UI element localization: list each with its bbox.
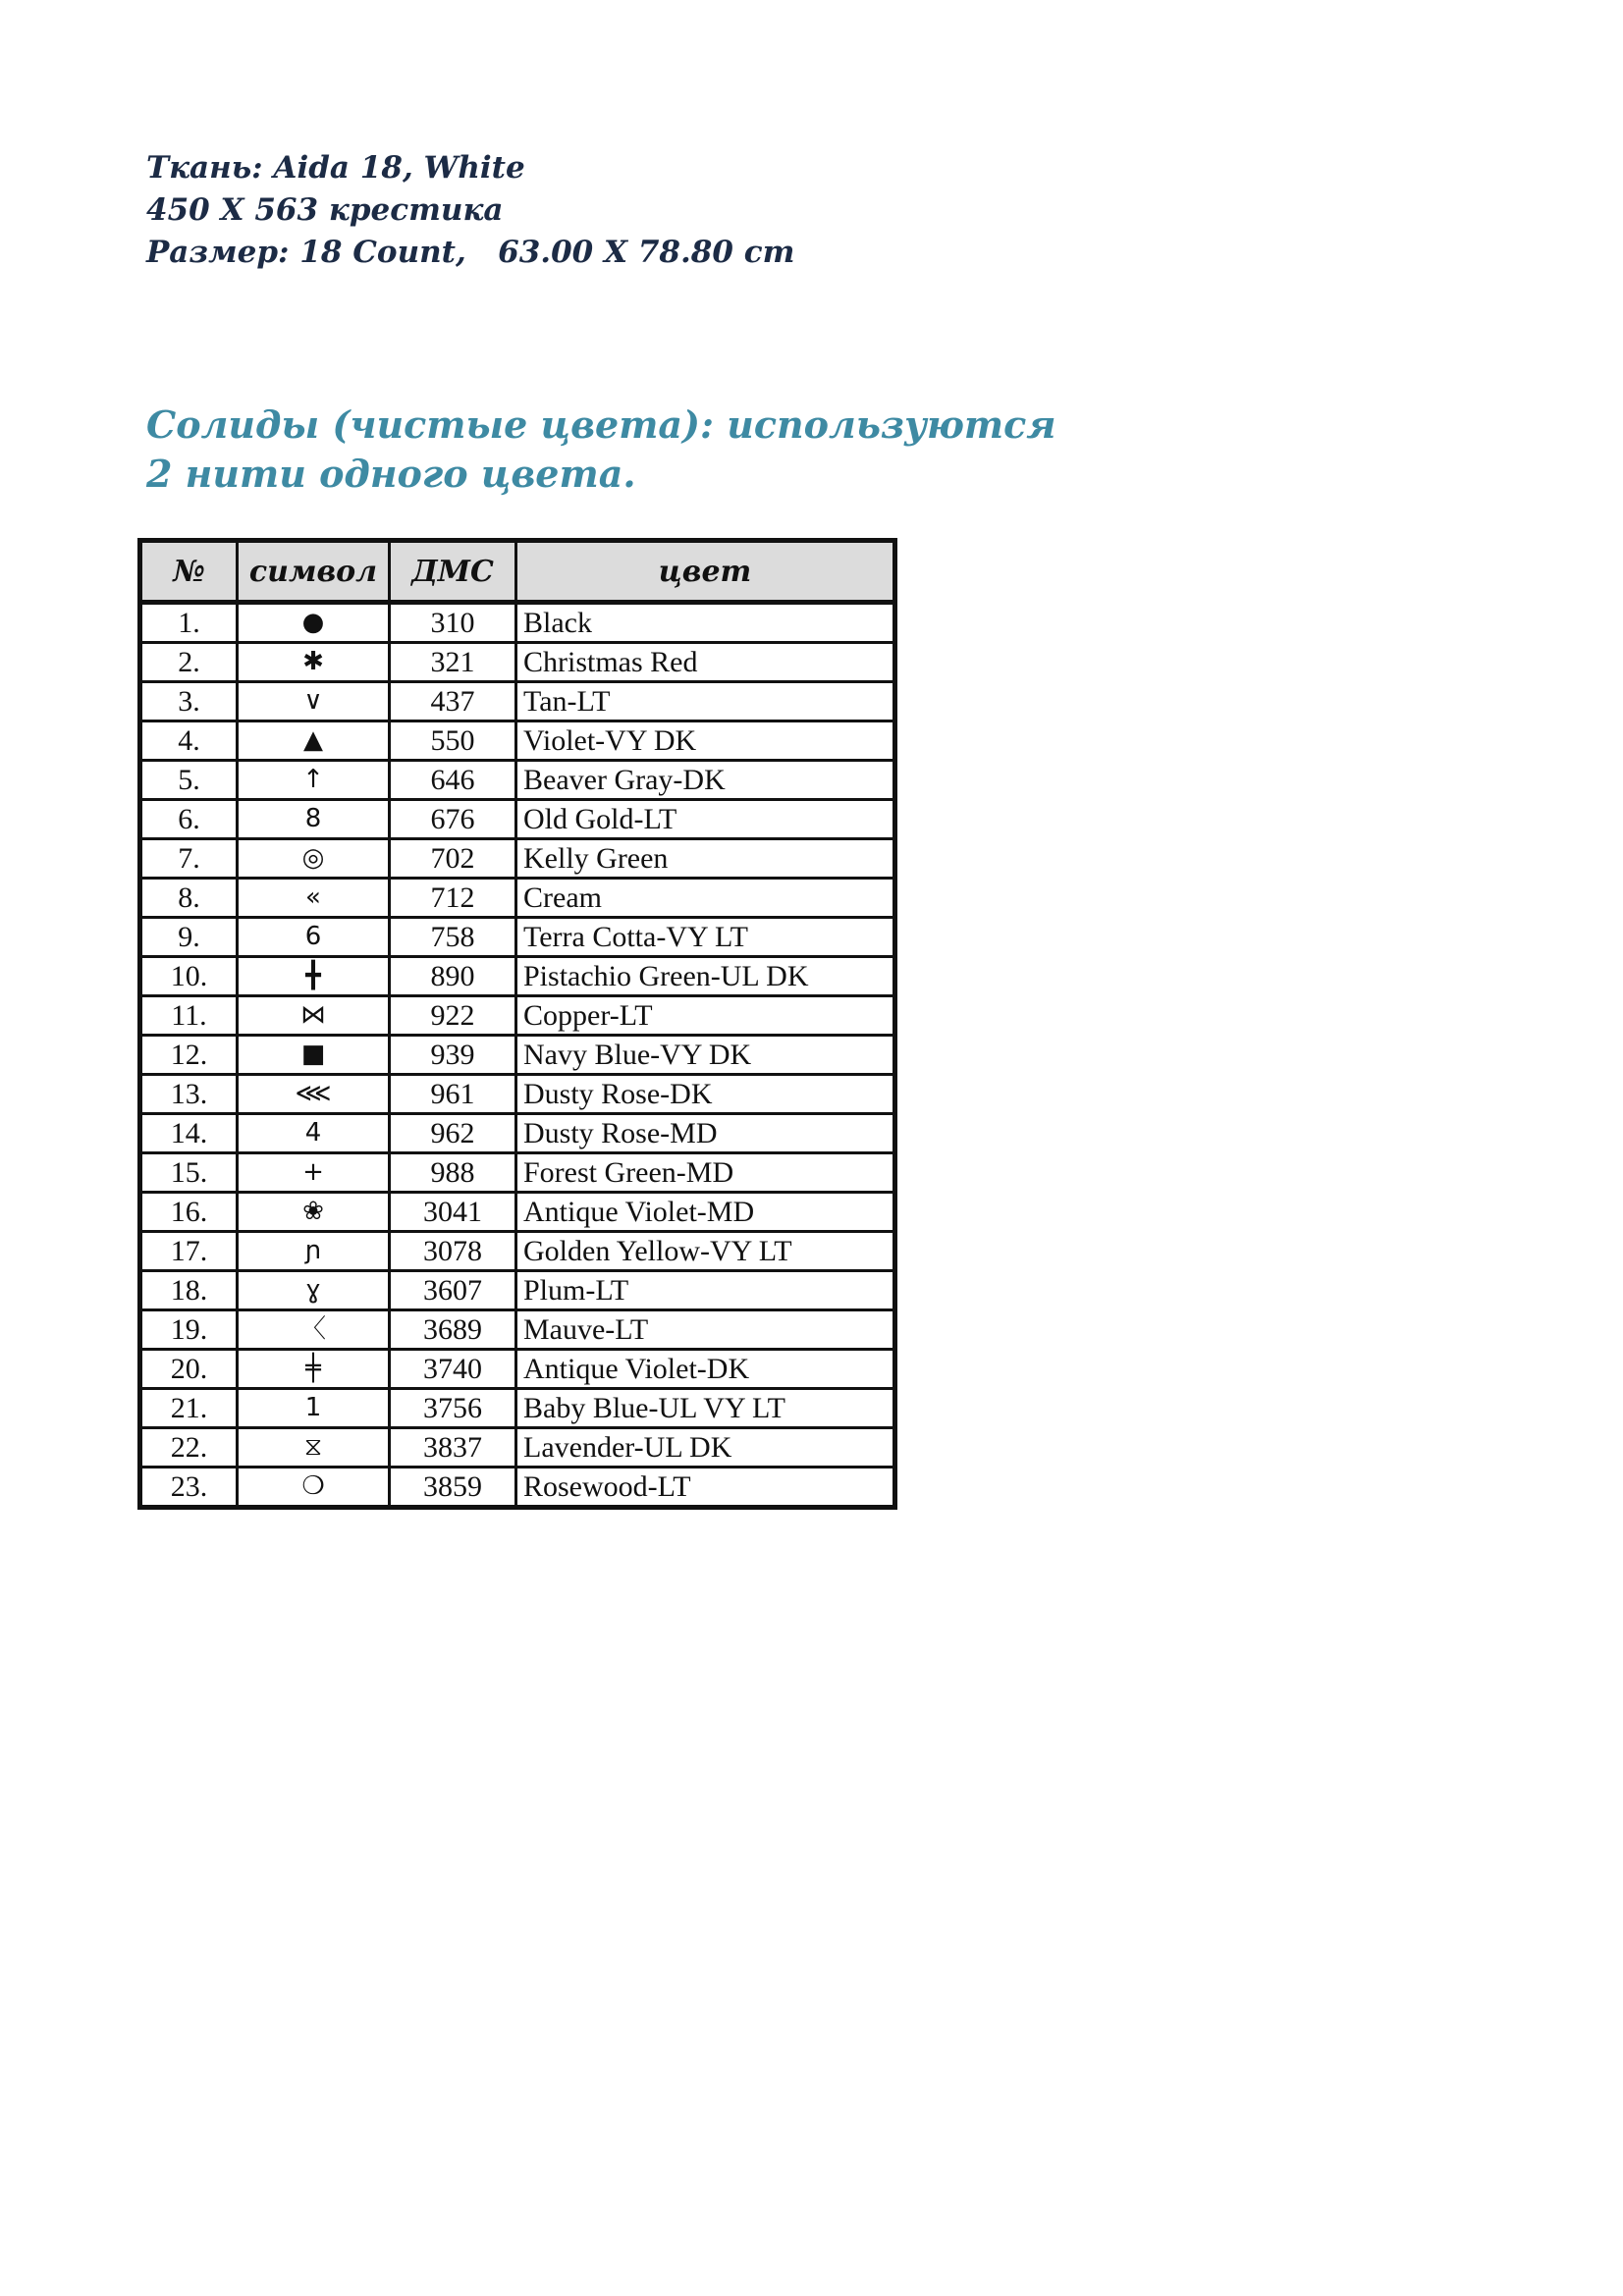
table-row [140, 1114, 895, 1153]
symbol-icon: ▲ [238, 721, 390, 761]
color-name: Baby Blue-UL VY LT [516, 1389, 895, 1428]
stitch-count-line: 450 X 563 крестика [146, 192, 504, 228]
symbol-icon: ↑ [238, 761, 390, 800]
row-number: 14. [140, 1114, 238, 1153]
header-dmc: ДМС [390, 541, 516, 603]
row-number: 16. [140, 1193, 238, 1232]
table-row [140, 682, 895, 721]
table-body [140, 603, 895, 1508]
solids-heading-line-2: 2 нити одного цвета. [146, 452, 636, 496]
color-name: Terra Cotta-VY LT [516, 918, 895, 957]
symbol-icon: ╪ [238, 1350, 390, 1389]
color-key-table [137, 538, 897, 1510]
symbol-icon: ● [238, 603, 390, 643]
color-name: Golden Yellow-VY LT [516, 1232, 895, 1271]
table-row [140, 1350, 895, 1389]
color-name: Kelly Green [516, 839, 895, 879]
symbol-icon: ╋ [238, 957, 390, 996]
color-name: Plum-LT [516, 1271, 895, 1310]
row-number: 22. [140, 1428, 238, 1468]
header-color: цвет [516, 541, 895, 603]
table-row [140, 1232, 895, 1271]
table-row [140, 643, 895, 682]
symbol-icon: ❀ [238, 1193, 390, 1232]
table-row [140, 839, 895, 879]
row-number: 4. [140, 721, 238, 761]
symbol-icon: + [238, 1153, 390, 1193]
table-row [140, 996, 895, 1036]
table-row [140, 1153, 895, 1193]
row-number: 17. [140, 1232, 238, 1271]
dmc-code: 939 [390, 1036, 516, 1075]
dmc-code: 890 [390, 957, 516, 996]
color-name: Antique Violet-MD [516, 1193, 895, 1232]
solids-heading [146, 400, 1056, 499]
table-row [140, 1428, 895, 1468]
symbol-icon: 4 [238, 1114, 390, 1153]
table-row [140, 957, 895, 996]
table-row [140, 800, 895, 839]
fabric-info [146, 147, 794, 274]
symbol-icon: ✱ [238, 643, 390, 682]
dmc-code: 922 [390, 996, 516, 1036]
dmc-code: 3041 [390, 1193, 516, 1232]
color-name: Navy Blue-VY DK [516, 1036, 895, 1075]
header-symbol: символ [238, 541, 390, 603]
table-row [140, 1075, 895, 1114]
symbol-icon: 1 [238, 1389, 390, 1428]
dmc-code: 758 [390, 918, 516, 957]
table-row [140, 1193, 895, 1232]
dmc-code: 702 [390, 839, 516, 879]
row-number: 10. [140, 957, 238, 996]
row-number: 13. [140, 1075, 238, 1114]
dmc-code: 3756 [390, 1389, 516, 1428]
symbol-icon: ∨ [238, 682, 390, 721]
row-number: 3. [140, 682, 238, 721]
symbol-icon: 6 [238, 918, 390, 957]
dmc-code: 961 [390, 1075, 516, 1114]
row-number: 12. [140, 1036, 238, 1075]
row-number: 15. [140, 1153, 238, 1193]
table-row [140, 918, 895, 957]
size-line: Размер: 18 Count, 63.00 X 78.80 cm [146, 235, 795, 270]
symbol-icon: ⧖ [238, 1428, 390, 1468]
table-row [140, 879, 895, 918]
symbol-icon: ɣ [238, 1271, 390, 1310]
solids-heading-line-1: Солиды (чистые цвета): используются [146, 402, 1056, 447]
color-name: Dusty Rose-MD [516, 1114, 895, 1153]
header-number: № [140, 541, 238, 603]
row-number: 19. [140, 1310, 238, 1350]
symbol-icon: 〈 [238, 1310, 390, 1350]
table-row [140, 1271, 895, 1310]
color-name: Christmas Red [516, 643, 895, 682]
dmc-code: 3740 [390, 1350, 516, 1389]
dmc-code: 3689 [390, 1310, 516, 1350]
table-header [140, 541, 895, 603]
row-number: 23. [140, 1468, 238, 1508]
color-name: Pistachio Green-UL DK [516, 957, 895, 996]
table-row [140, 1389, 895, 1428]
color-name: Antique Violet-DK [516, 1350, 895, 1389]
header-row [140, 541, 895, 603]
row-number: 6. [140, 800, 238, 839]
table-row [140, 761, 895, 800]
color-name: Copper-LT [516, 996, 895, 1036]
color-name: Dusty Rose-DK [516, 1075, 895, 1114]
dmc-code: 550 [390, 721, 516, 761]
color-name: Beaver Gray-DK [516, 761, 895, 800]
color-name: Lavender-UL DK [516, 1428, 895, 1468]
dmc-code: 310 [390, 603, 516, 643]
symbol-icon: ■ [238, 1036, 390, 1075]
row-number: 2. [140, 643, 238, 682]
row-number: 21. [140, 1389, 238, 1428]
dmc-code: 3607 [390, 1271, 516, 1310]
dmc-code: 3859 [390, 1468, 516, 1508]
color-name: Tan-LT [516, 682, 895, 721]
dmc-code: 437 [390, 682, 516, 721]
symbol-icon: ⋘ [238, 1075, 390, 1114]
color-name: Rosewood-LT [516, 1468, 895, 1508]
table-row [140, 721, 895, 761]
symbol-icon: ❍ [238, 1468, 390, 1508]
symbol-icon: 8 [238, 800, 390, 839]
color-name: Black [516, 603, 895, 643]
symbol-icon: ⋈ [238, 996, 390, 1036]
table-row [140, 1468, 895, 1508]
row-number: 18. [140, 1271, 238, 1310]
row-number: 7. [140, 839, 238, 879]
row-number: 1. [140, 603, 238, 643]
row-number: 8. [140, 879, 238, 918]
color-name: Violet-VY DK [516, 721, 895, 761]
dmc-code: 962 [390, 1114, 516, 1153]
color-name: Forest Green-MD [516, 1153, 895, 1193]
color-name: Cream [516, 879, 895, 918]
symbol-icon: ◎ [238, 839, 390, 879]
dmc-code: 988 [390, 1153, 516, 1193]
row-number: 11. [140, 996, 238, 1036]
row-number: 5. [140, 761, 238, 800]
row-number: 9. [140, 918, 238, 957]
dmc-code: 3837 [390, 1428, 516, 1468]
symbol-icon: « [238, 879, 390, 918]
symbol-icon: ɲ [238, 1232, 390, 1271]
table-row [140, 603, 895, 643]
dmc-code: 676 [390, 800, 516, 839]
color-name: Old Gold-LT [516, 800, 895, 839]
dmc-code: 321 [390, 643, 516, 682]
dmc-code: 3078 [390, 1232, 516, 1271]
color-name: Mauve-LT [516, 1310, 895, 1350]
fabric-line: Ткань: Aida 18, White [146, 150, 525, 186]
table-row [140, 1310, 895, 1350]
dmc-code: 712 [390, 879, 516, 918]
row-number: 20. [140, 1350, 238, 1389]
dmc-code: 646 [390, 761, 516, 800]
table-row [140, 1036, 895, 1075]
